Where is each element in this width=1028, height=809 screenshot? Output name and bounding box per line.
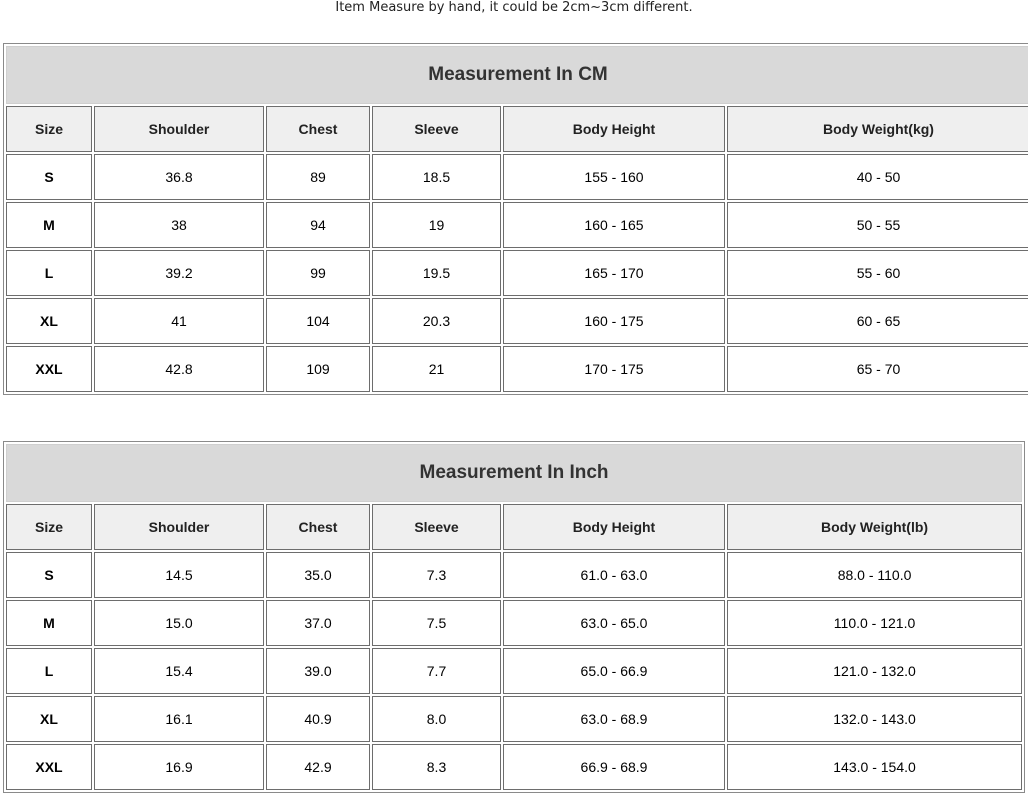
shoulder-cell: 16.9	[94, 744, 264, 790]
size-cell: S	[6, 552, 92, 598]
body-height-cell: 160 - 165	[503, 202, 725, 248]
body-weight-cell: 132.0 - 143.0	[727, 696, 1022, 742]
cm-size-table	[3, 43, 1028, 395]
table-row	[6, 744, 1022, 790]
chest-cell: 94	[266, 202, 370, 248]
shoulder-cell: 41	[94, 298, 264, 344]
size-cell: S	[6, 154, 92, 200]
body-weight-cell: 40 - 50	[727, 154, 1028, 200]
size-cell: L	[6, 250, 92, 296]
shoulder-cell: 14.5	[94, 552, 264, 598]
shoulder-cell: 15.0	[94, 600, 264, 646]
cm-header-sleeve: Sleeve	[372, 106, 501, 152]
chest-cell: 37.0	[266, 600, 370, 646]
sleeve-cell: 7.3	[372, 552, 501, 598]
table-row	[6, 552, 1022, 598]
body-height-cell: 155 - 160	[503, 154, 725, 200]
chest-cell: 40.9	[266, 696, 370, 742]
body-weight-cell: 143.0 - 154.0	[727, 744, 1022, 790]
sleeve-cell: 8.0	[372, 696, 501, 742]
cm-header-size: Size	[6, 106, 92, 152]
body-weight-cell: 55 - 60	[727, 250, 1028, 296]
body-height-cell: 63.0 - 68.9	[503, 696, 725, 742]
sleeve-cell: 7.5	[372, 600, 501, 646]
size-cell: XL	[6, 696, 92, 742]
table-row	[6, 696, 1022, 742]
body-height-cell: 165 - 170	[503, 250, 725, 296]
measurement-note: Item Measure by hand, it could be 2cm~3cm different.	[335, 0, 693, 15]
table-row	[6, 648, 1022, 694]
shoulder-cell: 15.4	[94, 648, 264, 694]
body-height-cell: 63.0 - 65.0	[503, 600, 725, 646]
sleeve-cell: 21	[372, 346, 501, 392]
chest-cell: 99	[266, 250, 370, 296]
table-row	[6, 250, 1028, 296]
body-weight-cell: 110.0 - 121.0	[727, 600, 1022, 646]
inch-header-chest: Chest	[266, 504, 370, 550]
chest-cell: 42.9	[266, 744, 370, 790]
sleeve-cell: 19.5	[372, 250, 501, 296]
sleeve-cell: 7.7	[372, 648, 501, 694]
shoulder-cell: 39.2	[94, 250, 264, 296]
shoulder-cell: 42.8	[94, 346, 264, 392]
chest-cell: 35.0	[266, 552, 370, 598]
table-row	[6, 202, 1028, 248]
table-row	[6, 600, 1022, 646]
inch-header-body-weight: Body Weight(lb)	[727, 504, 1022, 550]
shoulder-cell: 16.1	[94, 696, 264, 742]
body-height-cell: 61.0 - 63.0	[503, 552, 725, 598]
size-cell: L	[6, 648, 92, 694]
body-height-cell: 65.0 - 66.9	[503, 648, 725, 694]
shoulder-cell: 36.8	[94, 154, 264, 200]
chest-cell: 39.0	[266, 648, 370, 694]
size-cell: XXL	[6, 346, 92, 392]
cm-header-body-height: Body Height	[503, 106, 725, 152]
inch-header-size: Size	[6, 504, 92, 550]
body-height-cell: 160 - 175	[503, 298, 725, 344]
table-row	[6, 154, 1028, 200]
shoulder-cell: 38	[94, 202, 264, 248]
size-cell: M	[6, 202, 92, 248]
size-cell: M	[6, 600, 92, 646]
inch-size-table	[3, 441, 1025, 793]
cm-table-title: Measurement In CM	[6, 46, 1028, 104]
chest-cell: 89	[266, 154, 370, 200]
body-weight-cell: 50 - 55	[727, 202, 1028, 248]
sleeve-cell: 19	[372, 202, 501, 248]
table-row	[6, 298, 1028, 344]
cm-header-chest: Chest	[266, 106, 370, 152]
sleeve-cell: 20.3	[372, 298, 501, 344]
body-height-cell: 66.9 - 68.9	[503, 744, 725, 790]
table-row	[6, 346, 1028, 392]
inch-header-sleeve: Sleeve	[372, 504, 501, 550]
inch-header-shoulder: Shoulder	[94, 504, 264, 550]
cm-header-shoulder: Shoulder	[94, 106, 264, 152]
body-weight-cell: 65 - 70	[727, 346, 1028, 392]
body-weight-cell: 60 - 65	[727, 298, 1028, 344]
chest-cell: 104	[266, 298, 370, 344]
size-cell: XL	[6, 298, 92, 344]
body-weight-cell: 88.0 - 110.0	[727, 552, 1022, 598]
chest-cell: 109	[266, 346, 370, 392]
sleeve-cell: 8.3	[372, 744, 501, 790]
sleeve-cell: 18.5	[372, 154, 501, 200]
body-weight-cell: 121.0 - 132.0	[727, 648, 1022, 694]
cm-header-body-weight: Body Weight(kg)	[727, 106, 1028, 152]
body-height-cell: 170 - 175	[503, 346, 725, 392]
size-cell: XXL	[6, 744, 92, 790]
inch-table-title: Measurement In Inch	[6, 444, 1022, 502]
inch-header-body-height: Body Height	[503, 504, 725, 550]
